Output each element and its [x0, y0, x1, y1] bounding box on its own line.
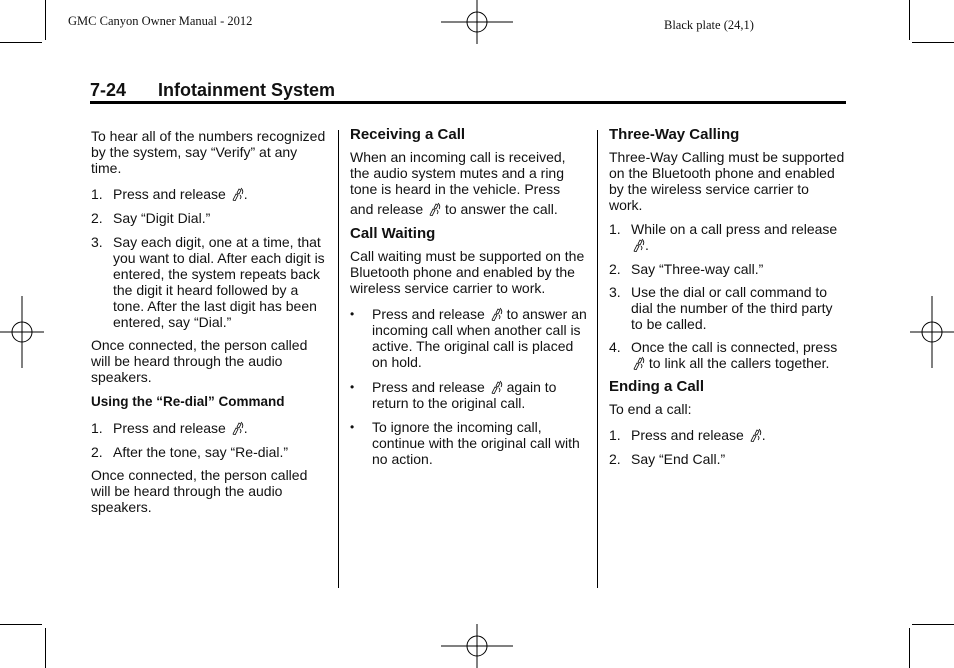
step-number: 2.: [91, 444, 103, 460]
bullet-item: • To ignore the incoming call, continue with the original call with no action.: [350, 419, 580, 467]
list-item: 2. Say “End Call.”: [609, 451, 726, 467]
bullet: •: [350, 420, 355, 434]
registration-mark-left: [0, 296, 46, 368]
voice-talk-icon: [750, 427, 762, 442]
step-number: 3.: [91, 234, 103, 250]
list-item: 1. While on a call press and release .: [609, 221, 838, 253]
section-heading: [90, 80, 335, 101]
paragraph: Once connected, the person called will be heard through the audio speakers.: [91, 337, 308, 385]
paragraph: Three-Way Calling must be supported on the Bluetooth phone and enabled by the wireless service carrier to work.: [609, 149, 845, 213]
list-item: 1. Press and release .: [609, 427, 766, 443]
manual-title: GMC Canyon Owner Manual - 2012: [68, 14, 253, 28]
step-number: 2.: [91, 210, 103, 226]
paragraph: Once connected, the person called will be heard through the audio speakers.: [91, 467, 308, 515]
step-number: 3.: [609, 284, 621, 300]
bullet: •: [350, 380, 355, 394]
list-item: 2. After the tone, say “Re-dial.”: [91, 444, 289, 460]
plate-label: Black plate (24,1): [664, 18, 754, 32]
bullet-item: • Press and release again to return to the original call.: [350, 379, 557, 411]
step-number: 2.: [609, 261, 621, 277]
voice-talk-icon: [232, 420, 244, 435]
paragraph: To end a call:: [609, 401, 692, 417]
voice-talk-icon: [633, 355, 645, 370]
voice-talk-icon: [633, 237, 645, 252]
heading-rule: [90, 101, 846, 104]
heading-call-waiting: Call Waiting: [350, 225, 436, 242]
paragraph: When an incoming call is received, the audio system mutes and a ring tone is heard in the vehicle. Press: [350, 149, 566, 197]
heading-receiving-a-call: Receiving a Call: [350, 126, 466, 143]
registration-mark-right: [908, 296, 954, 368]
voice-talk-icon: [491, 306, 503, 321]
column-2: [350, 127, 588, 467]
step-number: 1.: [609, 221, 621, 237]
list-item: 2. Say “Digit Dial.”: [91, 210, 211, 226]
paragraph: To hear all of the numbers recognized by the system, say “Verify” at any time.: [91, 128, 326, 176]
voice-talk-icon: [429, 201, 441, 216]
subheading: Using the “Re-dial” Command: [91, 394, 285, 409]
list-item: 3. Use the dial or call command to dial the number of the third party to be called.: [609, 284, 833, 332]
step-number: 1.: [91, 186, 103, 202]
heading-ending-a-call: Ending a Call: [609, 378, 705, 395]
bullet-item: • Press and release to answer an incoming call when another call is active. The original call is placed on hold.: [350, 306, 587, 370]
voice-talk-icon: [491, 379, 503, 394]
voice-talk-icon: [232, 186, 244, 201]
list-item: 4. Once the call is connected, press to link all the callers together.: [609, 339, 838, 371]
section-title: Infotainment System: [158, 80, 336, 100]
registration-mark-bottom: [441, 622, 513, 668]
list-item: 3. Say each digit, one at a time, that you want to dial. After each digit is entered, the system repeats back the digit it heard followed by a tone. After the last digit has been entered, say “Dial.”: [91, 234, 325, 330]
list-item: 2. Say “Three-way call.”: [609, 261, 764, 277]
bullet: •: [350, 307, 355, 321]
column-1: [91, 128, 327, 515]
step-number: 1.: [91, 420, 103, 436]
step-number: 2.: [609, 451, 621, 467]
paragraph: and release to answer the call.: [350, 201, 558, 217]
list-item: 1. Press and release .: [91, 420, 248, 436]
step-number: 4.: [609, 339, 621, 355]
step-number: 1.: [609, 427, 621, 443]
heading-three-way-calling: Three-Way Calling: [609, 126, 740, 143]
list-item: 1. Press and release .: [91, 186, 248, 202]
column-divider: [597, 130, 598, 588]
registration-mark-top: [441, 0, 513, 46]
column-3: [609, 127, 846, 467]
paragraph: Call waiting must be supported on the Bluetooth phone and enabled by the wireless service carrier to work.: [350, 248, 585, 296]
column-divider: [338, 130, 339, 588]
page-number: 7-24: [90, 80, 127, 100]
